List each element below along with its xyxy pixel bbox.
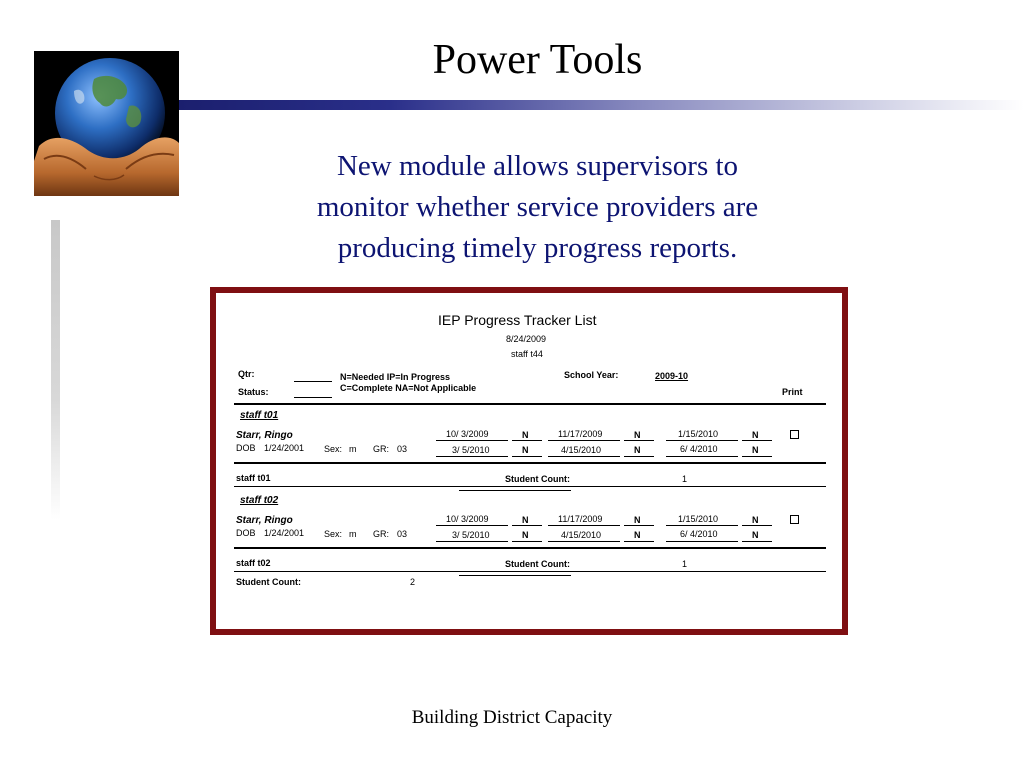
progress-status: N	[634, 515, 641, 525]
total-student-count-label: Student Count:	[236, 577, 301, 587]
progress-date: 11/17/2009	[558, 429, 603, 439]
progress-status: N	[752, 530, 759, 540]
date-underline	[666, 456, 738, 457]
progress-date: 11/17/2009	[558, 514, 603, 524]
status-underline	[742, 541, 772, 542]
date-underline	[666, 440, 738, 441]
qtr-label: Qtr:	[238, 369, 255, 379]
progress-status: N	[752, 445, 759, 455]
group-footer-line	[234, 486, 826, 487]
progress-date: 1/15/2010	[678, 429, 719, 439]
print-column-label: Print	[782, 387, 803, 397]
date-underline	[436, 456, 508, 457]
status-underline	[624, 541, 654, 542]
student-count-label: Student Count:	[505, 559, 570, 569]
subtitle-line: monitor whether service providers are	[316, 191, 759, 223]
report-title: IEP Progress Tracker List	[438, 312, 597, 328]
status-underline	[624, 440, 654, 441]
status-field	[294, 397, 332, 398]
progress-date: 4/15/2010	[561, 530, 602, 540]
student-count-value: 1	[682, 474, 688, 484]
date-underline	[548, 541, 620, 542]
sex-value: m	[349, 529, 357, 539]
globe-in-hands-image	[34, 51, 179, 196]
slide-title: Power Tools	[432, 37, 643, 83]
dob-label: DOB	[236, 528, 256, 538]
group-divider	[234, 547, 826, 549]
legend-line-2: C=Complete NA=Not Applicable	[340, 383, 477, 393]
progress-status: N	[752, 515, 759, 525]
date-underline	[436, 525, 508, 526]
left-accent-bar	[51, 220, 60, 520]
progress-date: 10/ 3/2009	[446, 429, 489, 439]
date-underline	[436, 440, 508, 441]
student-count-value: 1	[682, 559, 688, 569]
qtr-field	[294, 381, 332, 382]
grade-label: GR:	[373, 444, 390, 454]
group-footer-short-line	[459, 575, 571, 576]
dob-value: 1/24/2001	[264, 528, 305, 538]
group-footer-staff: staff t01	[236, 473, 271, 483]
status-underline	[512, 456, 542, 457]
student-count-label: Student Count:	[505, 474, 570, 484]
status-underline	[624, 525, 654, 526]
sex-label: Sex:	[324, 444, 343, 454]
progress-date: 3/ 5/2010	[452, 530, 490, 540]
date-underline	[666, 541, 738, 542]
group-footer-short-line	[459, 490, 571, 491]
report-staff-header: staff t44	[511, 349, 543, 359]
sex-label: Sex:	[324, 529, 343, 539]
date-underline	[548, 456, 620, 457]
status-underline	[742, 456, 772, 457]
progress-date: 10/ 3/2009	[446, 514, 489, 524]
progress-date: 6/ 4/2010	[680, 529, 718, 539]
school-year-value: 2009-10	[655, 371, 689, 381]
slide-footer: Building District Capacity	[411, 707, 613, 728]
subtitle-line: New module allows supervisors to	[336, 150, 739, 182]
school-year-label: School Year:	[564, 370, 619, 380]
date-underline	[548, 440, 620, 441]
subtitle-line: producing timely progress reports.	[337, 232, 738, 264]
dob-value: 1/24/2001	[264, 443, 305, 453]
status-underline	[742, 525, 772, 526]
legend-line-1: N=Needed IP=In Progress	[340, 372, 451, 382]
print-checkbox[interactable]	[790, 430, 799, 439]
progress-status: N	[522, 515, 529, 525]
status-underline	[512, 440, 542, 441]
report-screenshot-frame	[210, 287, 848, 635]
status-underline	[512, 541, 542, 542]
dob-label: DOB	[236, 443, 256, 453]
group-footer-line	[234, 571, 826, 572]
header-divider	[234, 403, 826, 405]
group-footer-staff: staff t02	[236, 558, 271, 568]
sex-value: m	[349, 444, 357, 454]
student-name: Starr, Ringo	[236, 430, 293, 441]
status-underline	[624, 456, 654, 457]
student-name: Starr, Ringo	[236, 515, 293, 526]
grade-label: GR:	[373, 529, 390, 539]
staff-group-heading: staff t01	[240, 410, 279, 421]
slide-subtitle	[230, 146, 845, 269]
progress-date: 4/15/2010	[561, 445, 602, 455]
report-date: 8/24/2009	[506, 334, 547, 344]
progress-status: N	[522, 430, 529, 440]
group-divider	[234, 462, 826, 464]
date-underline	[436, 541, 508, 542]
progress-status: N	[634, 430, 641, 440]
progress-status: N	[522, 530, 529, 540]
grade-value: 03	[397, 444, 408, 454]
date-underline	[548, 525, 620, 526]
staff-group-heading: staff t02	[240, 495, 279, 506]
progress-status: N	[522, 445, 529, 455]
progress-status: N	[634, 445, 641, 455]
progress-date: 6/ 4/2010	[680, 444, 718, 454]
date-underline	[666, 525, 738, 526]
progress-date: 1/15/2010	[678, 514, 719, 524]
progress-status: N	[752, 430, 759, 440]
status-underline	[742, 440, 772, 441]
status-underline	[512, 525, 542, 526]
status-label: Status:	[238, 387, 269, 397]
total-student-count-value: 2	[410, 577, 416, 587]
title-accent-line	[179, 100, 1024, 110]
grade-value: 03	[397, 529, 408, 539]
progress-date: 3/ 5/2010	[452, 445, 490, 455]
progress-status: N	[634, 530, 641, 540]
print-checkbox[interactable]	[790, 515, 799, 524]
